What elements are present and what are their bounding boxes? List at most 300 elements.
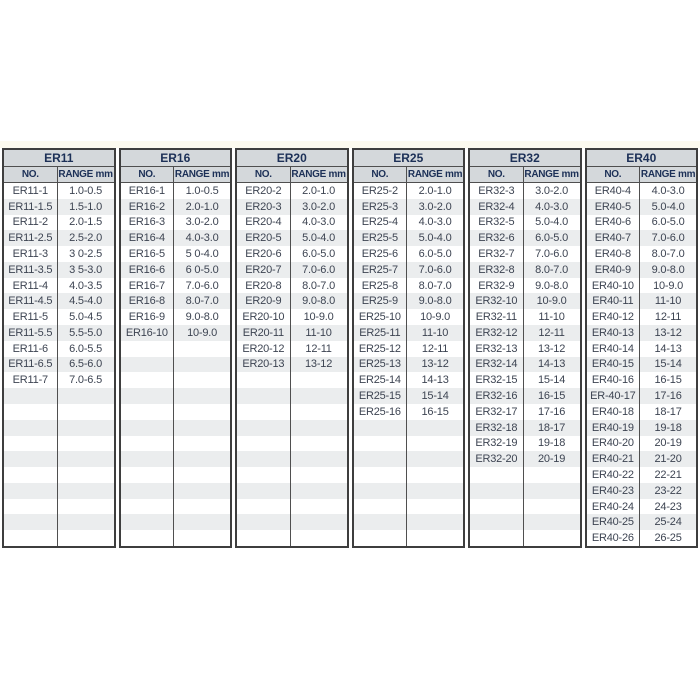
group-header: ER20 [237, 150, 347, 167]
table-row [121, 262, 231, 278]
table-body [470, 183, 580, 546]
no-cell: ER40-21 [587, 451, 641, 467]
no-cell [121, 404, 175, 420]
table-row [121, 436, 231, 452]
table-row [237, 278, 347, 294]
column-header-no: NO. [470, 167, 524, 182]
range-cell: 5.0-4.0 [302, 232, 335, 245]
no-cell: ER32-12 [470, 325, 524, 341]
table-row [587, 278, 697, 294]
range-cell: 18-17 [654, 405, 682, 418]
table-row [237, 372, 347, 388]
range-cell: 4.0-3.5 [69, 279, 102, 292]
no-cell [4, 436, 58, 452]
range-cell: 25-24 [654, 516, 682, 529]
range-cell [291, 420, 347, 436]
no-cell: ER20-13 [237, 357, 291, 373]
table-row [237, 293, 347, 309]
range-cell: 14-13 [654, 342, 682, 355]
no-cell: ER32-18 [470, 420, 524, 436]
no-cell: ER11-4 [4, 278, 58, 294]
range-cell [407, 483, 463, 499]
no-cell [4, 404, 58, 420]
no-cell [4, 483, 58, 499]
range-cell [291, 451, 347, 467]
table-row [121, 372, 231, 388]
table-row [354, 420, 464, 436]
range-cell: 2.0-1.0 [185, 200, 219, 213]
no-cell: ER40-13 [587, 325, 641, 341]
range-cell [291, 372, 347, 388]
table-row [4, 230, 114, 246]
table-body [4, 183, 114, 546]
table-row [4, 325, 114, 341]
no-cell: ER32-6 [470, 230, 524, 246]
range-cell: 3.0-2.0 [418, 200, 452, 213]
range-cell: 17-16 [654, 390, 682, 403]
range-cell: 11-10 [538, 311, 565, 324]
range-cell: 24-23 [654, 500, 682, 513]
table-row [4, 199, 114, 215]
group-header: ER25 [354, 150, 464, 167]
table-row [237, 483, 347, 499]
table-row [121, 215, 231, 231]
table-row [587, 436, 697, 452]
table-row [470, 467, 580, 483]
no-cell: ER11-3.5 [4, 262, 58, 278]
no-cell [237, 514, 291, 530]
column-header-range: RANGE mm [407, 169, 463, 180]
range-cell: 15-14 [654, 358, 682, 371]
no-cell [121, 467, 175, 483]
no-cell: ER32-17 [470, 404, 524, 420]
no-cell: ER20-4 [237, 215, 291, 231]
table-row [121, 278, 231, 294]
table-row [470, 309, 580, 325]
table-row [121, 199, 231, 215]
range-cell: 9.0-8.0 [651, 263, 685, 276]
no-cell: ER20-8 [237, 278, 291, 294]
table-row [4, 514, 114, 530]
range-cell: 26-25 [654, 532, 682, 545]
table-row [354, 372, 464, 388]
range-cell: 5.0-4.0 [651, 200, 685, 213]
table-row [354, 514, 464, 530]
no-cell [237, 436, 291, 452]
table-row [4, 262, 114, 278]
no-cell: ER20-2 [237, 183, 291, 199]
table-row [121, 325, 231, 341]
no-cell [354, 514, 408, 530]
no-cell: ER16-10 [121, 325, 175, 341]
no-cell: ER20-11 [237, 325, 291, 341]
table-row [121, 483, 231, 499]
table-row [4, 278, 114, 294]
range-cell: 19-18 [538, 437, 566, 450]
no-cell: ER40-25 [587, 514, 641, 530]
range-cell: 20-19 [654, 437, 682, 450]
no-cell [237, 530, 291, 546]
no-cell: ER40-18 [587, 404, 641, 420]
range-cell: 10-9.0 [536, 295, 567, 308]
no-cell: ER16-8 [121, 293, 175, 309]
no-cell: ER32-10 [470, 293, 524, 309]
no-cell [121, 499, 175, 515]
range-cell: 7.0-6.0 [185, 279, 219, 292]
no-cell [4, 467, 58, 483]
range-cell [291, 388, 347, 404]
table-row [121, 246, 231, 262]
column-header-no: NO. [354, 167, 408, 182]
table-row [121, 388, 231, 404]
no-cell [470, 467, 524, 483]
column-header-range: RANGE mm [524, 169, 579, 180]
table-row [237, 388, 347, 404]
table-row [470, 420, 580, 436]
no-cell [237, 483, 291, 499]
table-row [470, 183, 580, 199]
table-row [237, 341, 347, 357]
no-cell [470, 514, 524, 530]
range-cell: 8.0-7.0 [535, 263, 568, 276]
no-cell [470, 499, 524, 515]
table-row [354, 483, 464, 499]
no-cell: ER32-16 [470, 388, 524, 404]
range-cell [291, 483, 347, 499]
subtable-er20 [235, 148, 349, 548]
range-cell: 6 0-5.0 [185, 263, 219, 276]
range-cell: 9.0-8.0 [185, 311, 219, 324]
table-row [470, 404, 580, 420]
table-row [587, 372, 697, 388]
no-cell: ER20-7 [237, 262, 291, 278]
table-row [354, 278, 464, 294]
range-cell [291, 467, 347, 483]
range-cell [58, 530, 114, 546]
column-header-row [587, 167, 697, 183]
range-cell [174, 451, 230, 467]
range-cell: 12-11 [305, 342, 332, 355]
column-header-row [121, 167, 231, 183]
table-row [4, 372, 114, 388]
range-cell: 10-9.0 [653, 279, 684, 292]
range-cell [58, 483, 114, 499]
no-cell: ER40-19 [587, 420, 641, 436]
no-cell: ER25-11 [354, 325, 408, 341]
range-cell: 7.0-6.0 [418, 263, 452, 276]
no-cell [121, 372, 175, 388]
range-cell: 13-12 [305, 358, 333, 371]
table-row [587, 499, 697, 515]
table-row [121, 514, 231, 530]
range-cell: 10-9.0 [420, 311, 451, 324]
table-row [4, 436, 114, 452]
table-row [354, 246, 464, 262]
no-cell: ER40-24 [587, 499, 641, 515]
table-row [237, 451, 347, 467]
table-row [587, 215, 697, 231]
range-cell: 16-15 [654, 374, 682, 387]
no-cell: ER40-6 [587, 215, 641, 231]
table-row [121, 420, 231, 436]
range-cell [174, 483, 230, 499]
no-cell: ER40-20 [587, 436, 641, 452]
no-cell: ER25-4 [354, 215, 408, 231]
column-header-row [354, 167, 464, 183]
no-cell: ER11-3 [4, 246, 58, 262]
table-row [121, 293, 231, 309]
range-cell: 6.0-5.0 [535, 232, 568, 245]
table-row [587, 451, 697, 467]
no-cell [121, 341, 175, 357]
no-cell [121, 514, 175, 530]
range-cell: 13-12 [421, 358, 449, 371]
column-header-row [237, 167, 347, 183]
range-cell: 12-11 [421, 342, 449, 355]
no-cell: ER16-1 [121, 183, 175, 199]
no-cell: ER32-9 [470, 278, 524, 294]
range-cell: 16-15 [421, 405, 449, 418]
table-row [237, 467, 347, 483]
no-cell: ER20-6 [237, 246, 291, 262]
range-cell: 7.0-6.0 [535, 248, 568, 261]
no-cell: ER25-3 [354, 199, 408, 215]
range-cell [58, 514, 114, 530]
table-row [4, 183, 114, 199]
no-cell [4, 388, 58, 404]
no-cell [4, 420, 58, 436]
no-cell: ER11-5 [4, 309, 58, 325]
no-cell: ER16-7 [121, 278, 175, 294]
range-cell [58, 499, 114, 515]
range-cell: 8.0-7.0 [302, 279, 335, 292]
no-cell: ER40-10 [587, 278, 641, 294]
table-row [237, 325, 347, 341]
range-cell: 9.0-8.0 [302, 295, 335, 308]
table-row [354, 388, 464, 404]
column-header-no: NO. [4, 167, 58, 182]
no-cell [354, 467, 408, 483]
table-row [354, 262, 464, 278]
range-cell [174, 388, 230, 404]
no-cell: ER11-5.5 [4, 325, 58, 341]
table-row [121, 183, 231, 199]
range-cell: 14-13 [421, 374, 449, 387]
table-row [354, 530, 464, 546]
range-cell: 11-10 [654, 295, 682, 308]
range-cell: 4.0-3.0 [651, 184, 685, 197]
table-row [237, 436, 347, 452]
no-cell [121, 420, 175, 436]
table-row [354, 230, 464, 246]
table-row [121, 230, 231, 246]
table-row [354, 215, 464, 231]
no-cell: ER25-5 [354, 230, 408, 246]
range-cell [58, 420, 114, 436]
table-row [354, 451, 464, 467]
subtable-er32 [468, 148, 582, 548]
table-row [121, 404, 231, 420]
group-header: ER32 [470, 150, 580, 167]
range-cell [407, 436, 463, 452]
table-row [354, 357, 464, 373]
column-header-no: NO. [121, 167, 175, 182]
table-row [354, 436, 464, 452]
range-cell: 6.0-5.5 [69, 342, 102, 355]
table-row [470, 341, 580, 357]
range-cell: 1.0-0.5 [69, 184, 102, 197]
range-cell: 20-19 [538, 453, 566, 466]
no-cell: ER32-20 [470, 451, 524, 467]
no-cell: ER40-16 [587, 372, 641, 388]
table-row [470, 293, 580, 309]
range-cell: 5.0-4.5 [69, 311, 102, 324]
no-cell: ER11-6 [4, 341, 58, 357]
table-row [470, 388, 580, 404]
range-cell: 2.5-2.0 [69, 232, 102, 245]
no-cell: ER-40-17 [587, 388, 641, 404]
range-cell: 15-14 [421, 390, 449, 403]
table-row [354, 499, 464, 515]
no-cell: ER25-7 [354, 262, 408, 278]
table-row [121, 530, 231, 546]
table-row [470, 230, 580, 246]
range-cell: 22-21 [654, 468, 682, 481]
range-cell [174, 420, 230, 436]
table-row [354, 341, 464, 357]
table-row [587, 325, 697, 341]
range-cell [174, 436, 230, 452]
range-cell: 6.0-5.0 [418, 248, 452, 261]
range-cell: 19-18 [654, 421, 682, 434]
range-cell [58, 451, 114, 467]
range-cell: 11-10 [421, 326, 449, 339]
range-cell: 23-22 [654, 484, 682, 497]
table-row [470, 357, 580, 373]
range-cell [174, 372, 230, 388]
no-cell: ER25-8 [354, 278, 408, 294]
no-cell: ER40-5 [587, 199, 641, 215]
range-cell: 5.0-4.0 [535, 216, 568, 229]
range-cell [407, 451, 463, 467]
no-cell: ER32-3 [470, 183, 524, 199]
table-body [237, 183, 347, 546]
no-cell: ER16-4 [121, 230, 175, 246]
table-row [470, 278, 580, 294]
range-cell [524, 530, 580, 546]
table-row [587, 199, 697, 215]
no-cell: ER11-7 [4, 372, 58, 388]
range-cell: 3 5-3.0 [69, 263, 102, 276]
no-cell: ER40-26 [587, 530, 641, 546]
no-cell [121, 530, 175, 546]
range-cell [524, 483, 580, 499]
no-cell: ER11-2 [4, 215, 58, 231]
no-cell: ER11-2.5 [4, 230, 58, 246]
table-row [587, 483, 697, 499]
table-row [237, 530, 347, 546]
table-row [470, 262, 580, 278]
range-cell: 10-9.0 [303, 311, 334, 324]
no-cell: ER25-16 [354, 404, 408, 420]
range-cell: 3.0-2.0 [535, 184, 568, 197]
no-cell: ER32-13 [470, 341, 524, 357]
no-cell [121, 388, 175, 404]
table-row [4, 293, 114, 309]
column-header-range: RANGE mm [58, 169, 113, 180]
table-row [470, 199, 580, 215]
no-cell [354, 499, 408, 515]
table-row [354, 404, 464, 420]
range-cell: 18-17 [538, 421, 566, 434]
no-cell [237, 451, 291, 467]
table-row [237, 514, 347, 530]
no-cell: ER40-15 [587, 357, 641, 373]
table-row [4, 451, 114, 467]
range-cell [291, 404, 347, 420]
table-row [237, 357, 347, 373]
no-cell: ER40-4 [587, 183, 641, 199]
range-cell: 12-11 [538, 326, 565, 339]
no-cell [121, 451, 175, 467]
no-cell: ER25-2 [354, 183, 408, 199]
table-body [121, 183, 231, 546]
range-cell: 3.0-2.0 [302, 200, 335, 213]
range-cell [407, 514, 463, 530]
no-cell: ER20-10 [237, 309, 291, 325]
table-row [354, 183, 464, 199]
table-row [470, 451, 580, 467]
table-row [4, 246, 114, 262]
no-cell [237, 420, 291, 436]
range-cell: 13-12 [654, 326, 682, 339]
range-cell: 7.0-6.0 [302, 263, 335, 276]
range-cell: 7.0-6.0 [651, 232, 685, 245]
no-cell: ER40-7 [587, 230, 641, 246]
table-row [587, 530, 697, 546]
table-row [121, 309, 231, 325]
range-cell [174, 499, 230, 515]
no-cell: ER32-19 [470, 436, 524, 452]
no-cell [354, 451, 408, 467]
table-row [121, 357, 231, 373]
range-cell: 4.0-3.0 [185, 232, 219, 245]
range-cell: 6.5-6.0 [69, 358, 102, 371]
subtable-er11 [2, 148, 116, 548]
table-row [470, 483, 580, 499]
range-cell: 8.0-7.0 [651, 248, 685, 261]
range-cell: 3.0-2.0 [185, 216, 219, 229]
table-row [237, 499, 347, 515]
no-cell: ER20-3 [237, 199, 291, 215]
table-row [470, 325, 580, 341]
subtable-er25 [352, 148, 466, 548]
no-cell: ER11-1.5 [4, 199, 58, 215]
range-cell [291, 436, 347, 452]
table-row [237, 246, 347, 262]
no-cell: ER25-6 [354, 246, 408, 262]
no-cell [237, 404, 291, 420]
no-cell [354, 436, 408, 452]
range-cell [174, 341, 230, 357]
table-row [4, 357, 114, 373]
group-header: ER11 [4, 150, 114, 167]
no-cell [4, 514, 58, 530]
table-row [4, 309, 114, 325]
range-cell: 6.0-5.0 [651, 216, 685, 229]
range-cell: 2.0-1.5 [69, 216, 102, 229]
range-cell [407, 499, 463, 515]
